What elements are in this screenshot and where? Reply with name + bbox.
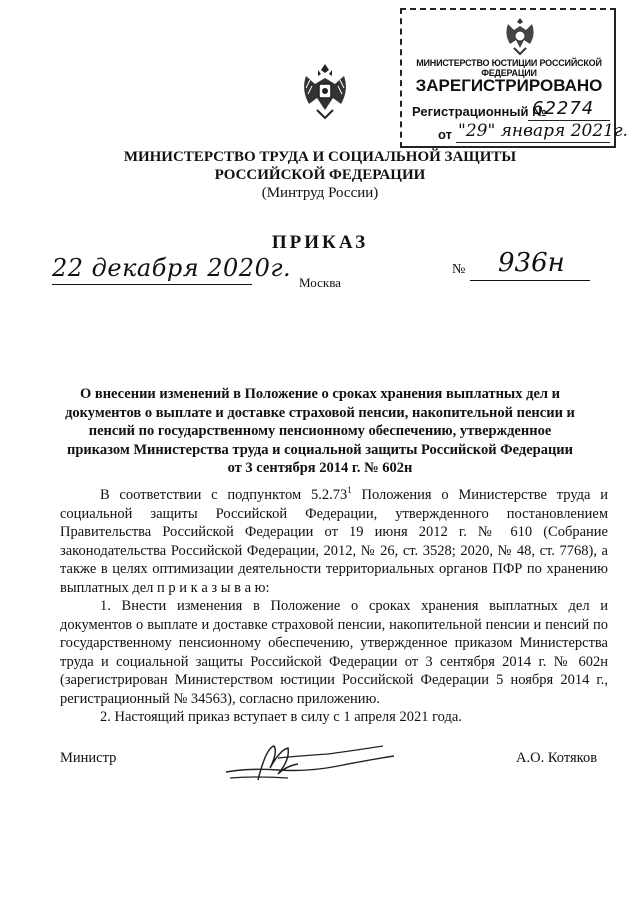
stamp-date-underline bbox=[456, 142, 610, 143]
order-number-label: № bbox=[452, 262, 466, 277]
order-subject bbox=[60, 385, 580, 478]
stamp-coat-of-arms-icon bbox=[500, 14, 540, 56]
order-date-handwritten: 22 декабря 2020г. bbox=[52, 254, 292, 282]
stamp-reg-number-label: Регистрационный № bbox=[412, 104, 547, 119]
order-city: Москва bbox=[299, 275, 341, 290]
body-paragraph-item-2: 2. Настоящий приказ вступает в силу с 1 апреля 2021 года. bbox=[100, 709, 462, 725]
subject-line: пенсий по государственному пенсионному обеспечению, утвержденное bbox=[88, 423, 552, 439]
stamp-date: "29" января 2021г. bbox=[458, 121, 628, 141]
order-number-underline bbox=[470, 280, 590, 281]
ministry-name-line1: МИНИСТЕРСТВО ТРУДА И СОЦИАЛЬНОЙ ЗАЩИТЫ bbox=[123, 149, 517, 165]
subject-line: приказом Министерства труда и социальной защиты Российской Федерации bbox=[66, 441, 574, 458]
stamp-ministry-name: МИНИСТЕРСТВО ЮСТИЦИИ РОССИЙСКОЙ ФЕДЕРАЦИИ bbox=[416, 58, 602, 78]
preamble-text-a: В соответствии с подпунктом 5.2.73 bbox=[100, 487, 348, 503]
footnote-mark: 1 bbox=[347, 485, 352, 496]
order-title: ПРИКАЗ bbox=[271, 232, 369, 253]
subject-line: документов о выплате и доставке страховой пенсии, накопительной пенсии и bbox=[65, 404, 575, 421]
subject-line: О внесении изменений в Положение о сроках хранения выплатных дел и bbox=[79, 386, 561, 402]
stamp-from-label: от bbox=[438, 127, 452, 142]
ministry-name bbox=[60, 148, 580, 184]
body-paragraph-preamble bbox=[60, 486, 608, 597]
ministry-name-line2: РОССИЙСКОЙ ФЕДЕРАЦИИ bbox=[214, 167, 426, 183]
handwritten-signature-icon bbox=[218, 738, 398, 788]
ministry-short-name: (Минтруд России) bbox=[261, 185, 379, 201]
subject-line: от 3 сентября 2014 г. № 602н bbox=[227, 460, 413, 476]
coat-of-arms-icon bbox=[300, 62, 350, 120]
stamp-registered-label: ЗАРЕГИСТРИРОВАНО bbox=[415, 76, 603, 95]
signatory-name: А.О. Котяков bbox=[516, 750, 598, 766]
signatory-role: Министр bbox=[60, 750, 117, 766]
order-number-handwritten: 936н bbox=[498, 248, 565, 278]
preamble-text-b: Положения о Министерстве труда и социальной защиты Российской Федерации, утвержденного постановлением Правительства Российской Федерации от 19 июня 2012 г. № 610 (Собрание законодательства Российской Федерации, 2012, № 26, ст. 3528; 2020, № 48, ст. 7768), а также в целях оптимизации деятельности территориальных органов ПФР по хранению выплатных дел п р и к а з ы в а ю: bbox=[60, 487, 608, 596]
stamp-reg-number: 62274 bbox=[532, 98, 595, 119]
order-body bbox=[60, 486, 608, 727]
body-paragraph-item-1: 1. Внести изменения в Положение о сроках хранения выплатных дел и документов о выплате и доставке страховой пенсии, накопительной пенсии и пенсий по государственному пенсионному обеспечению, утвержденное приказом Министерства труда и социальной защиты Российской Федерации от 3 сентября 2014 г. № 602н (зарегистрирован Министерством юстиции Российской Федерации 5 ноября 2014 г., регистрационный № 34563), согласно приложению. bbox=[60, 598, 608, 707]
